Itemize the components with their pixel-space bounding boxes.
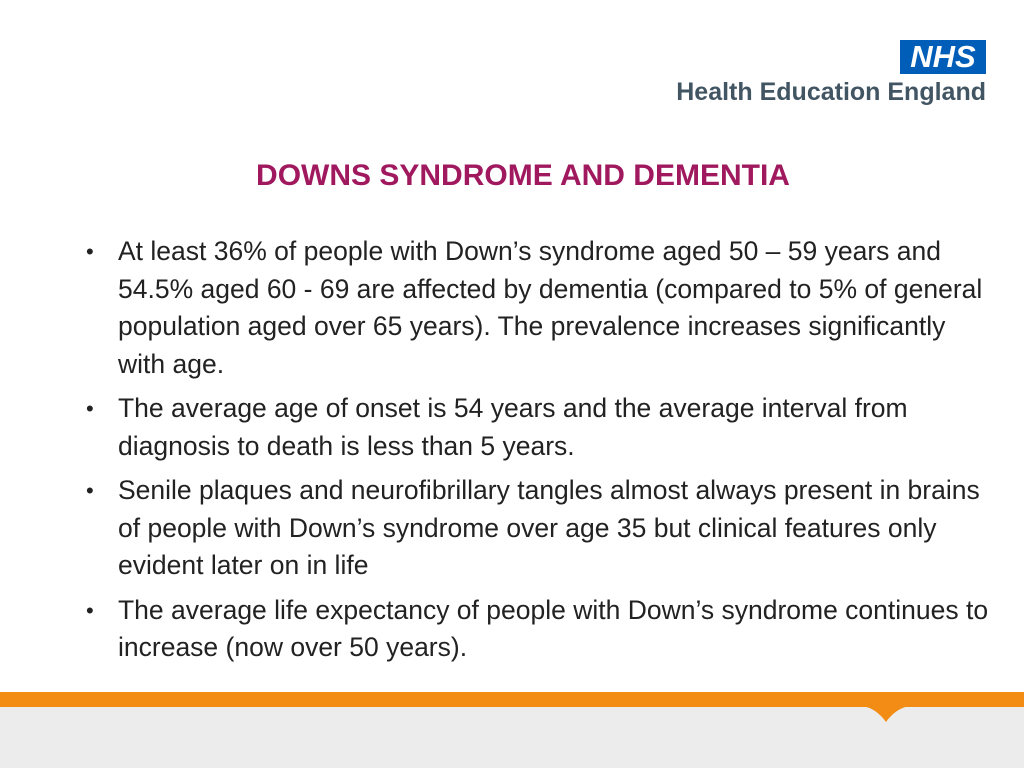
bullet-text: The average age of onset is 54 years and the average interval from diagnosis to death is less than 5 years.: [118, 393, 908, 461]
bullet-list: [84, 233, 994, 674]
bullet-dot-icon: •: [86, 239, 94, 264]
bullet-item: [84, 233, 994, 383]
organisation-name: Health Education England: [676, 78, 986, 106]
nhs-logo-box: NHS: [900, 40, 986, 74]
bullet-item: [84, 390, 994, 465]
bullet-text: Senile plaques and neurofibrillary tangles almost always present in brains of people with Down’s syndrome over age 35 but clinical features only evident later on in life: [118, 475, 980, 580]
slide-title: DOWNS SYNDROME AND DEMENTIA: [256, 159, 790, 192]
accent-bar-notch: [862, 692, 910, 724]
bullet-dot-icon: •: [86, 396, 94, 421]
nhs-hee-logo: [638, 40, 986, 112]
bullet-item: [84, 592, 994, 667]
bullet-dot-icon: •: [86, 478, 94, 503]
bullet-text: At least 36% of people with Down’s syndrome aged 50 – 59 years and 54.5% aged 60 - 69 are affected by dementia (compared to 5% of general population aged over 65 years). The prevalence increases significantly with age.: [118, 236, 983, 379]
bullet-text: The average life expectancy of people with Down’s syndrome continues to increase (now over 50 years).: [118, 594, 989, 662]
bullet-dot-icon: •: [86, 597, 94, 623]
bullet-item: [84, 472, 994, 585]
